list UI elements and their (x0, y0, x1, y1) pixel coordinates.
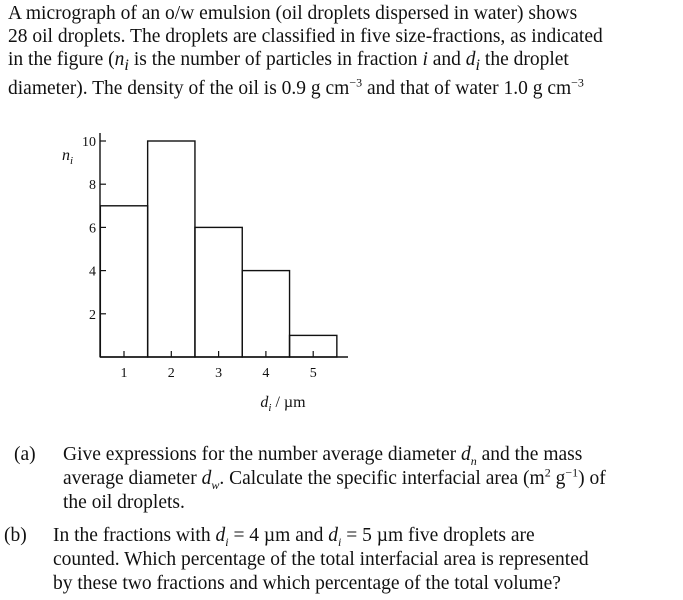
histogram-bar-3 (195, 227, 242, 357)
x-tick-label-3: 3 (215, 366, 223, 381)
intro-line-4: diameter). The density of the oil is 0.9 g $cm^{-3}$ and that of water 1.0 g $cm^{-3}$ (8, 75, 584, 99)
x-tick-label-2: 2 (167, 366, 175, 381)
question-a-line-1: Give expressions for the number average diameter $d_n$ and the mass (63, 444, 583, 468)
intro-line-1: A micrograph of an o/w emulsion (oil droplets dispersed in water) shows (8, 3, 578, 24)
y-tick-label-6: 6 (89, 221, 96, 237)
y-tick-label-10: 10 (82, 135, 96, 150)
question-b-label: (b) (4, 525, 27, 546)
question-b-line-3: by these two fractions and which percentage of the total volume? (53, 573, 561, 594)
histogram-bar-2 (148, 141, 195, 357)
x-axis-label: $d_i$ / µm (260, 394, 306, 414)
x-tick-label-5: 5 (309, 366, 317, 381)
question-a-line-3: the oil droplets. (63, 492, 185, 513)
histogram-bar-4 (242, 271, 289, 357)
x-tick-label-1: 1 (120, 366, 128, 381)
intro-line-3: in the figure ($n_i$ is the number of particles in fraction i and $d_i$ the droplet (8, 49, 569, 74)
histogram-bar-1 (100, 206, 147, 357)
question-a-label: (a) (14, 444, 36, 465)
intro-line-2: 28 oil droplets. The droplets are classified in five size-fractions, as indicated (8, 26, 603, 47)
y-tick-label-4: 4 (89, 264, 96, 280)
question-a-line-2: average diameter $d_w$. Calculate the specific interfacial area ($m^2$ $g^{-1}$) of (63, 465, 606, 492)
y-tick-label-2: 2 (89, 307, 96, 323)
x-tick-label-4: 4 (262, 366, 270, 381)
y-axis-label: $n_i$ (62, 147, 74, 167)
y-tick-label-8: 8 (89, 178, 96, 194)
question-b-line-1: In the fractions with $d_i = 4$ µm and $d_i = 5$ µm five droplets are (53, 525, 535, 549)
question-b-line-2: counted. Which percentage of the total interfacial area is represented (53, 549, 589, 570)
